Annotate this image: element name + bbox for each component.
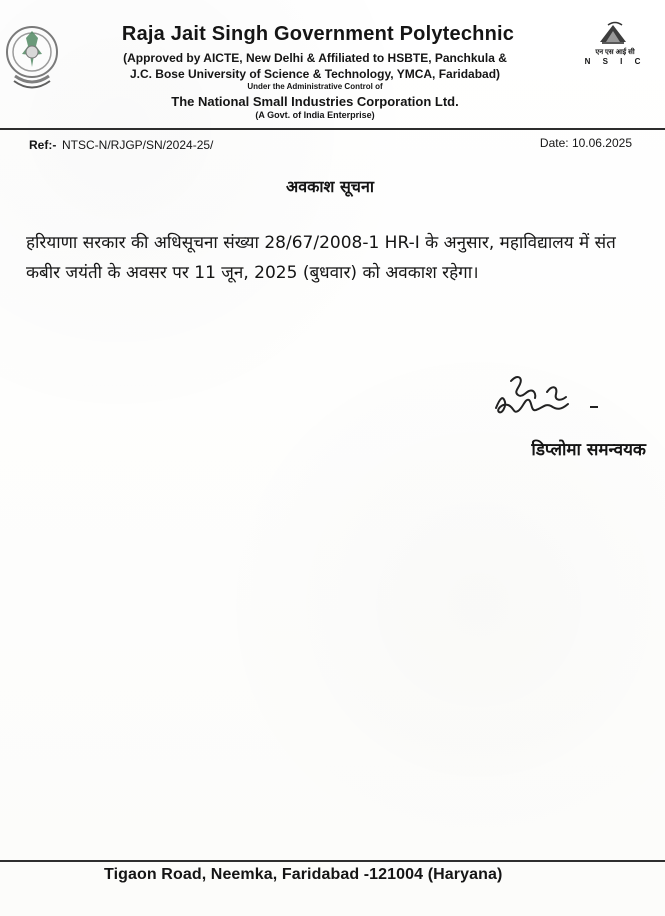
nsic-english-label: N S I C — [584, 57, 646, 66]
signature-icon — [487, 364, 607, 432]
admin-line: Under the Administrative Control of — [247, 82, 383, 91]
footer-divider — [0, 860, 665, 862]
designation: डिप्लोमा समन्वयक — [531, 440, 646, 460]
header-divider — [0, 128, 665, 130]
notice-date: Date: 10.06.2025 — [539, 136, 632, 150]
approval-line-1: (Approved by AICTE, New Delhi & Affiliated to HSBTE, Panchkula & — [123, 51, 507, 65]
notice-title: अवकाश सूचना — [285, 177, 374, 196]
institution-name: Raja Jait Singh Government Polytechnic — [121, 23, 515, 45]
reference-number: NTSC-N/RJGP/SN/2024-25/ — [62, 138, 214, 152]
corporation-name: The National Small Industries Corporation Ltd. — [171, 94, 459, 109]
notice-body: हरियाणा सरकार की अधिसूचना संख्या 28/67/2008-1 HR-I के अनुसार, महाविद्यालय में संत कबीर जयंती के अवसर पर 11 जून, 2025 (बुधवार) को अवकाश रहेगा। — [26, 233, 616, 283]
footer-address: Tigaon Road, Neemka, Faridabad -121004 (Haryana) — [104, 866, 503, 883]
approval-line-2: J.C. Bose University of Science & Technology, YMCA, Faridabad) — [129, 67, 501, 81]
corporation-subtitle: (A Govt. of India Enterprise) — [255, 110, 375, 120]
nsic-hindi-label: एन एस आई सी — [595, 49, 635, 56]
reference-label: Ref:- — [29, 138, 57, 152]
college-emblem-icon — [4, 16, 60, 98]
signature-dash — [590, 406, 598, 408]
